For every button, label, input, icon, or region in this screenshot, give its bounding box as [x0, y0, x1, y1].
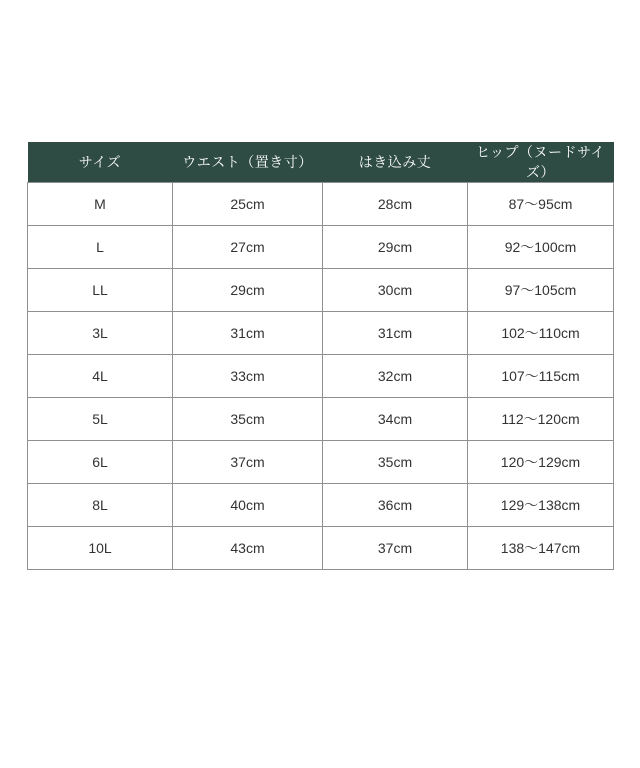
value-cell: 138〜147cm [468, 527, 614, 570]
column-header-1: ウエスト（置き寸） [173, 142, 323, 183]
table-header [28, 142, 614, 183]
value-cell: 30cm [323, 269, 468, 312]
value-cell: 29cm [323, 226, 468, 269]
value-cell: 29cm [173, 269, 323, 312]
value-cell: 102〜110cm [468, 312, 614, 355]
value-cell: 107〜115cm [468, 355, 614, 398]
value-cell: 28cm [323, 183, 468, 226]
value-cell: 37cm [323, 527, 468, 570]
value-cell: 27cm [173, 226, 323, 269]
size-cell: 4L [28, 355, 173, 398]
value-cell: 31cm [173, 312, 323, 355]
table-row [28, 441, 614, 484]
value-cell: 120〜129cm [468, 441, 614, 484]
value-cell: 31cm [323, 312, 468, 355]
value-cell: 35cm [323, 441, 468, 484]
size-cell: 3L [28, 312, 173, 355]
value-cell: 40cm [173, 484, 323, 527]
value-cell: 43cm [173, 527, 323, 570]
value-cell: 25cm [173, 183, 323, 226]
column-header-0: サイズ [28, 142, 173, 183]
size-cell: M [28, 183, 173, 226]
table-row [28, 312, 614, 355]
table-row [28, 183, 614, 226]
header-row [28, 142, 614, 183]
column-header-2: はき込み丈 [323, 142, 468, 183]
table-row [28, 355, 614, 398]
value-cell: 97〜105cm [468, 269, 614, 312]
value-cell: 36cm [323, 484, 468, 527]
table-body [28, 183, 614, 570]
value-cell: 35cm [173, 398, 323, 441]
value-cell: 112〜120cm [468, 398, 614, 441]
table-row [28, 226, 614, 269]
value-cell: 34cm [323, 398, 468, 441]
table-row [28, 398, 614, 441]
table-row [28, 484, 614, 527]
value-cell: 87〜95cm [468, 183, 614, 226]
size-cell: 6L [28, 441, 173, 484]
size-cell: LL [28, 269, 173, 312]
column-header-3: ヒップ（ヌードサイズ） [468, 142, 614, 183]
size-cell: 8L [28, 484, 173, 527]
size-cell: 10L [28, 527, 173, 570]
value-cell: 92〜100cm [468, 226, 614, 269]
value-cell: 32cm [323, 355, 468, 398]
value-cell: 37cm [173, 441, 323, 484]
table-row [28, 269, 614, 312]
size-cell: L [28, 226, 173, 269]
size-cell: 5L [28, 398, 173, 441]
value-cell: 129〜138cm [468, 484, 614, 527]
value-cell: 33cm [173, 355, 323, 398]
size-chart-table [27, 142, 614, 570]
table-row [28, 527, 614, 570]
